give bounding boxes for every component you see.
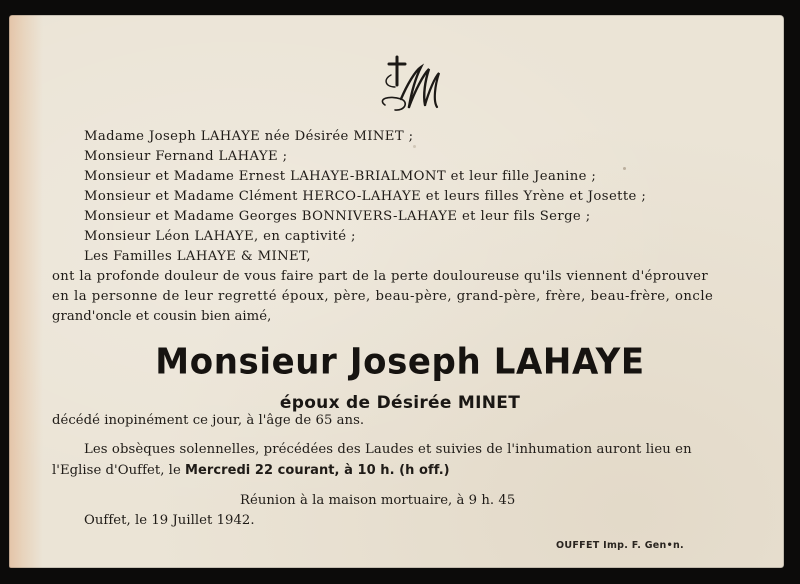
deceased-name: Monsieur Joseph LAHAYE	[155, 341, 645, 383]
funeral-date-time: Mercredi 22 courant, à 10 h. (h off.)	[185, 463, 450, 478]
announcer-line: Monsieur Léon LAHAYE, en captivité ;	[84, 229, 356, 244]
cross-monogram-icon	[375, 55, 443, 115]
announcer-line: Monsieur et Madame Clément HERCO-LAHAYE et leurs filles Yrène et Josette ;	[84, 189, 647, 204]
place-date: Ouffet, le 19 Juillet 1942.	[84, 513, 255, 528]
deceased-spouse: époux de Désirée MINET	[279, 393, 521, 413]
announcer-line: Monsieur Fernand LAHAYE ;	[84, 149, 288, 164]
paper-speck	[413, 145, 416, 148]
funeral-line: Les obsèques solennelles, précédées des Laudes et suivies de l'inhumation auront lieu en	[84, 442, 692, 457]
announcer-line: Monsieur et Madame Ernest LAHAYE-BRIALMONT et leur fille Jeanine ;	[84, 169, 597, 184]
paper-speck	[623, 167, 626, 170]
announcement-line: grand'oncle et cousin bien aimé,	[52, 309, 272, 324]
mourning-card	[9, 15, 784, 568]
printer-imprint: OUFFET Imp. F. Gen•n.	[556, 540, 684, 551]
funeral-line-2	[52, 463, 450, 478]
meeting-line: Réunion à la maison mortuaire, à 9 h. 45	[240, 493, 516, 508]
announcer-line: Madame Joseph LAHAYE née Désirée MINET ;	[84, 129, 414, 144]
funeral-church: l'Eglise d'Ouffet, le	[52, 463, 186, 478]
announcement-line: ont la profonde douleur de vous faire part de la perte douloureuse qu'ils viennent d'éprouver	[52, 269, 708, 284]
announcer-line: Monsieur et Madame Georges BONNIVERS-LAHAYE et leur fils Serge ;	[84, 209, 591, 224]
death-line: décédé inopinément ce jour, à l'âge de 65 ans.	[52, 413, 365, 428]
announcer-line: Les Familles LAHAYE & MINET,	[84, 249, 311, 264]
announcement-line: en la personne de leur regretté époux, père, beau-père, grand-père, frère, beau-frère, oncle	[52, 289, 714, 304]
